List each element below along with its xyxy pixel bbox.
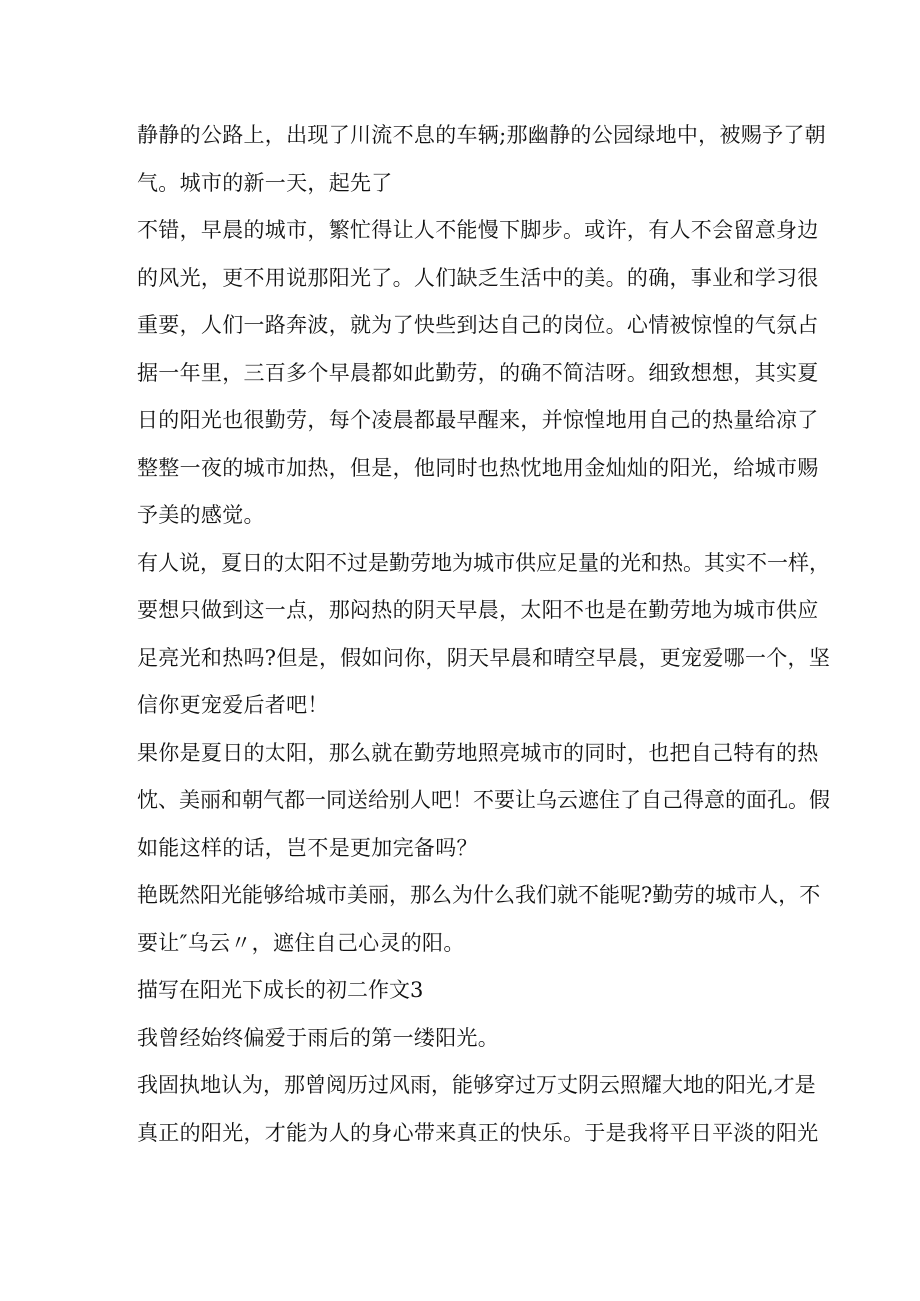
text-line: 果你是夏日的太阳，那么就在勤劳地照亮城市的同时，也把自己特有的热: [137, 740, 819, 765]
text-line: 整整一夜的城市加热，但是，他同时也热忱地用金灿灿的阳光，给城市赐: [137, 455, 819, 480]
text-line: 静静的公路上，出现了川流不息的车辆;那幽静的公园绿地中，被赐予了朝: [137, 123, 826, 147]
text-line: 予美的感觉。: [137, 503, 265, 527]
text-line: 我固执地认为，那曾阅历过风雨，能够穿过万丈阴云照耀大地的阳光,才是: [137, 1073, 816, 1097]
text-line: 据一年里，三百多个早晨都如此勤劳，的确不简洁呀。细致想想，其实夏: [137, 360, 819, 385]
text-line: 足亮光和热吗?但是，假如问你，阴天早晨和晴空早晨，更宠爱哪一个，坚: [137, 645, 831, 670]
text-line: 艳既然阳光能够给城市美丽，那么为什么我们就不能呢?勤劳的城市人，不: [137, 883, 821, 907]
text-line: 有人说，夏日的太阳不过是勤劳地为城市供应足量的光和热。其实不一样，: [137, 550, 830, 575]
text-line: 要想只做到这一点，那闷热的阴天早晨，太阳不也是在勤劳地为城市供应: [137, 598, 819, 622]
text-line: 真正的阳光，才能为人的身心带来真正的快乐。于是我将平日平淡的阳光: [137, 1120, 819, 1145]
text-line: 气。城市的新一天，起先了: [137, 170, 393, 195]
text-line: 如能这样的话，岂不是更加完备吗？: [137, 835, 478, 860]
text-line: 重要，人们一路奔波，就为了快些到达自己的岗位。心情被惊惶的气氛占: [137, 313, 819, 337]
text-line: 信你更宠爱后者吧！: [137, 693, 329, 717]
section-heading: 描写在阳光下成长的初二作文3: [137, 978, 424, 1002]
document-body: [137, 112, 831, 1157]
text-line: 要让″乌云〃，遮住自己心灵的阳。: [137, 930, 465, 955]
text-line: 我曾经始终偏爱于雨后的第一缕阳光。: [137, 1025, 500, 1050]
text-line: 不错，早晨的城市，繁忙得让人不能慢下脚步。或许，有人不会留意身边: [137, 218, 819, 242]
text-line: 忱、美丽和朝气都一同送给别人吧！不要让乌云遮住了自己得意的面孔。假: [137, 788, 830, 812]
text-line: 日的阳光也很勤劳，每个凌晨都最早醒来，并惊惶地用自己的热量给凉了: [137, 408, 819, 432]
text-line: 的风光，更不用说那阳光了。人们缺乏生活中的美。的确，事业和学习很: [137, 265, 819, 290]
